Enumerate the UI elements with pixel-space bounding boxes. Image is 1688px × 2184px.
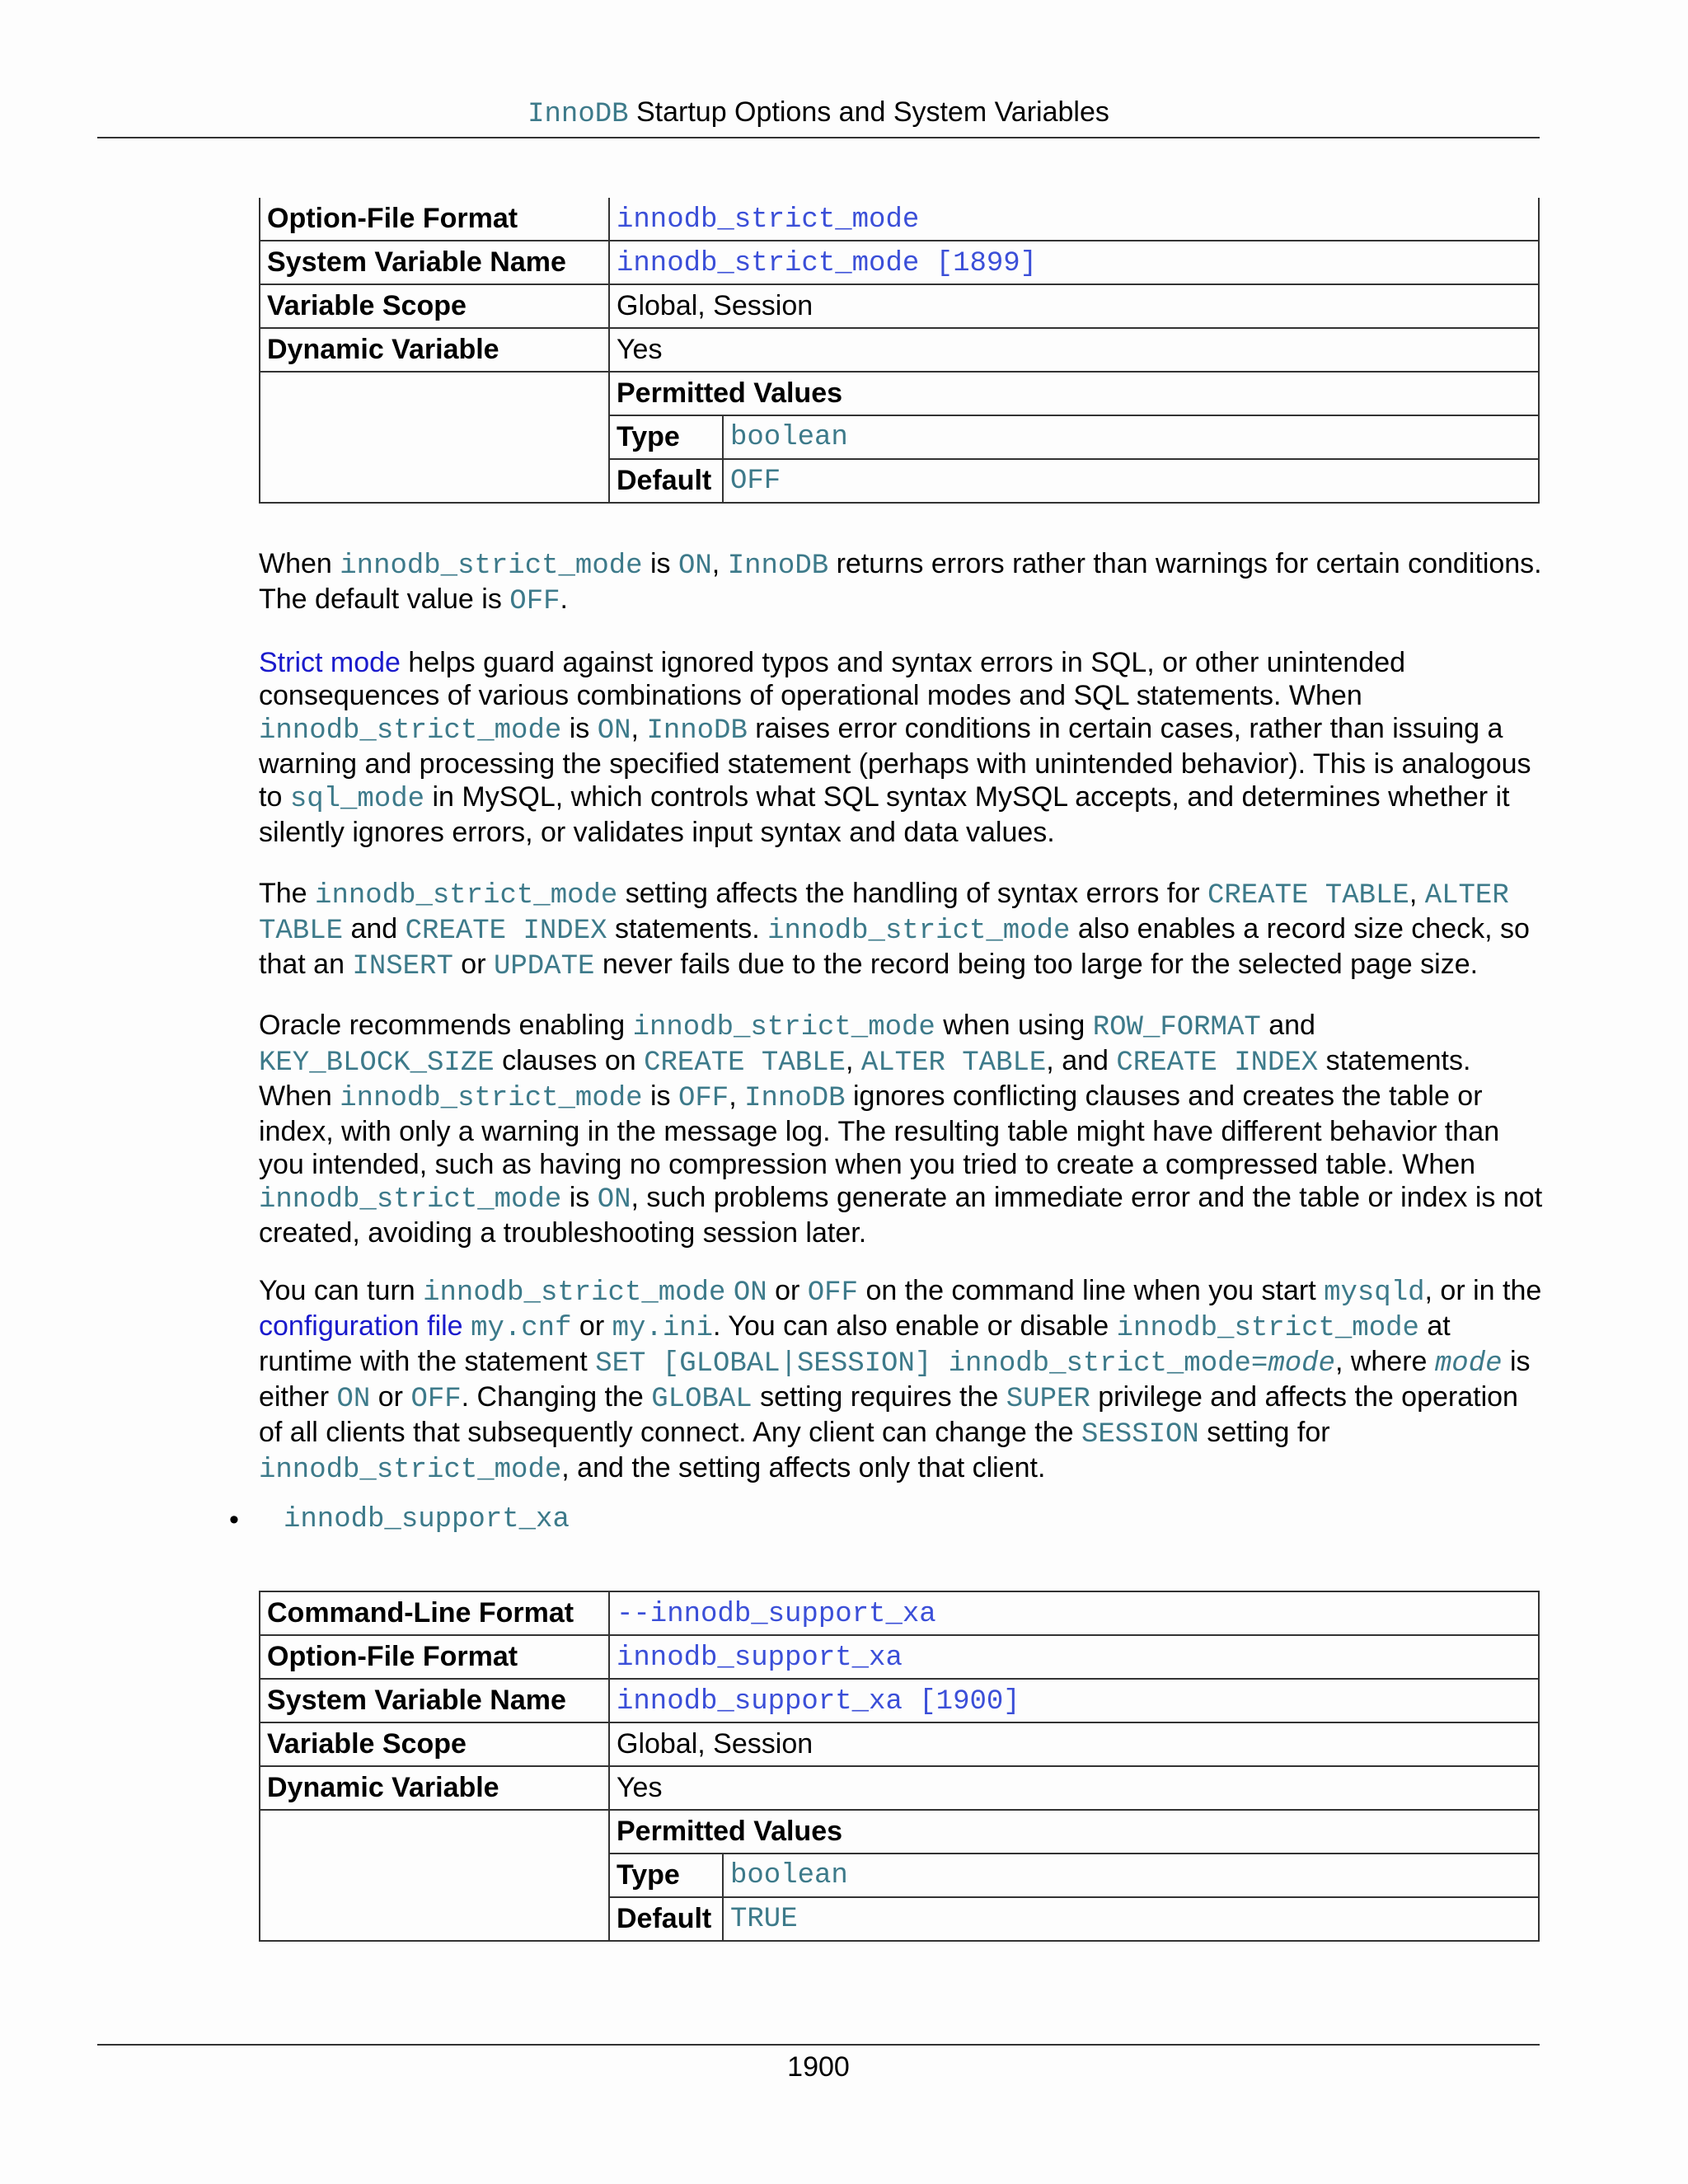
- text: is either: [259, 1346, 1531, 1413]
- table-row: [260, 241, 1539, 284]
- code: innodb_strict_mode: [315, 880, 618, 912]
- code: my.cnf: [471, 1313, 572, 1344]
- text: The: [259, 878, 316, 909]
- code: innodb_strict_mode: [340, 1083, 643, 1114]
- text: ,: [711, 548, 728, 579]
- code: innodb_strict_mode: [340, 551, 643, 582]
- code: SESSION: [1081, 1419, 1199, 1451]
- permitted-values-row: [260, 372, 1539, 503]
- row-label: Option-File Format: [260, 1635, 609, 1679]
- code: mysqld: [1324, 1277, 1425, 1309]
- permitted-values-table: [610, 373, 1538, 502]
- row-label: System Variable Name: [260, 1679, 609, 1722]
- variable-heading-innodb-support-xa: innodb_support_xa: [284, 1504, 570, 1535]
- permitted-values-cell: [609, 1810, 1539, 1941]
- code: SUPER: [1006, 1384, 1090, 1415]
- code: GLOBAL: [651, 1384, 753, 1415]
- bullet-icon: •: [229, 1504, 239, 1535]
- row-label: System Variable Name: [260, 241, 609, 284]
- code: ALTER TABLE: [259, 880, 1509, 947]
- text: and: [1260, 1010, 1315, 1041]
- row-label: Variable Scope: [260, 1722, 609, 1766]
- text: . You can also enable or disable: [713, 1310, 1117, 1342]
- row-label: Variable Scope: [260, 284, 609, 328]
- code: CREATE INDEX: [1116, 1047, 1319, 1079]
- text: , and the setting affects only that client.: [561, 1452, 1046, 1483]
- empty-cell: [260, 372, 609, 503]
- text: ,: [631, 713, 647, 744]
- text: or: [767, 1275, 808, 1306]
- code: OFF: [678, 1083, 729, 1114]
- command-line-link[interactable]: --innodb_support_xa: [617, 1599, 936, 1630]
- code-italic: mode: [1434, 1348, 1503, 1380]
- code: ON: [733, 1277, 767, 1309]
- code: KEY_BLOCK_SIZE: [259, 1047, 495, 1079]
- text: and: [343, 913, 406, 944]
- row-value: [609, 198, 1539, 241]
- text: also enables a record size check, so that an: [259, 913, 1530, 980]
- text: [463, 1310, 471, 1342]
- text: ,: [845, 1045, 861, 1076]
- permitted-values-header: Permitted Values: [617, 1816, 843, 1847]
- strict-mode-link[interactable]: Strict mode: [259, 647, 401, 678]
- code: ON: [678, 551, 712, 582]
- options-table-strict-mode: [259, 198, 1540, 504]
- permitted-values-header: Permitted Values: [617, 377, 843, 409]
- text: or: [571, 1310, 612, 1342]
- code: ON: [597, 1184, 631, 1216]
- table-row: [260, 1679, 1539, 1722]
- code: UPDATE: [493, 951, 595, 982]
- text: . Changing the: [461, 1381, 652, 1413]
- table-row: [260, 198, 1539, 241]
- row-label: Dynamic Variable: [260, 1766, 609, 1810]
- code: InnoDB: [744, 1083, 846, 1114]
- text: is: [642, 548, 678, 579]
- code: sql_mode: [289, 784, 425, 815]
- code: CREATE TABLE: [644, 1047, 846, 1079]
- code: innodb_strict_mode: [259, 1455, 562, 1486]
- text: or: [452, 949, 494, 980]
- text: is: [642, 1080, 678, 1112]
- row-value: [609, 1591, 1539, 1635]
- paragraph-syntax-errors: [259, 877, 1545, 983]
- table-row: [260, 1766, 1539, 1810]
- row-value: Yes: [609, 328, 1539, 372]
- text: , or in the: [1424, 1275, 1542, 1306]
- code: OFF: [410, 1384, 462, 1415]
- row-value: [609, 1679, 1539, 1722]
- row-label: Option-File Format: [260, 198, 609, 241]
- code: innodb_strict_mode: [767, 916, 1071, 947]
- option-file-link[interactable]: innodb_strict_mode: [617, 204, 920, 236]
- table-row: [260, 1635, 1539, 1679]
- table-row: [260, 284, 1539, 328]
- text: , where: [1334, 1346, 1435, 1377]
- code: ON: [597, 715, 631, 747]
- code-italic: mode: [1268, 1348, 1335, 1380]
- text: when using: [935, 1010, 1093, 1041]
- code: InnoDB: [727, 551, 829, 582]
- paragraph-oracle-recommends: [259, 1009, 1545, 1249]
- code: INSERT: [352, 951, 453, 982]
- text: setting for: [1198, 1417, 1330, 1448]
- code: SET [GLOBAL|SESSION] innodb_strict_mode=: [595, 1348, 1268, 1380]
- text: at runtime with the statement: [259, 1310, 1451, 1377]
- default-label: Default: [610, 459, 723, 502]
- row-value: Global, Session: [609, 284, 1539, 328]
- text: never fails due to the record being too large for the selected page size.: [594, 949, 1479, 980]
- code: innodb_strict_mode: [1116, 1313, 1419, 1344]
- page-number: 1900: [787, 2051, 850, 2083]
- options-table-support-xa: [259, 1591, 1540, 1942]
- code: CREATE INDEX: [405, 916, 607, 947]
- text: setting requires the: [752, 1381, 1006, 1413]
- text: in MySQL, which controls what SQL syntax MySQL accepts, and determines whether it silently ignores errors, or validates input syntax and data values.: [259, 781, 1510, 848]
- text: returns errors rather than warnings for certain conditions. The default value is: [259, 548, 1542, 615]
- table-row: [260, 1722, 1539, 1766]
- text: setting affects the handling of syntax errors for: [617, 878, 1207, 909]
- text: .: [560, 583, 568, 615]
- text: ignores conflicting clauses and creates the table or index, with only a warning in the message log. The resulting table might have different behavior than you intended, such as having no compression when you tried to create a compressed table. When: [259, 1080, 1500, 1180]
- text: , such problems generate an immediate error and the table or index is not created, avoiding a troubleshooting session later.: [259, 1182, 1543, 1249]
- running-header: [97, 92, 1540, 134]
- permitted-values-table: [610, 1811, 1538, 1940]
- header-rule: [97, 137, 1540, 138]
- footer-rule: [97, 2044, 1540, 2046]
- text: ,: [729, 1080, 745, 1112]
- text: is: [561, 1182, 598, 1213]
- text: on the command line when you start: [858, 1275, 1325, 1306]
- row-label: Command-Line Format: [260, 1591, 609, 1635]
- text: is: [561, 713, 598, 744]
- table-row: [260, 328, 1539, 372]
- permitted-values-row: [260, 1810, 1539, 1941]
- code: ROW_FORMAT: [1092, 1012, 1261, 1043]
- paragraph-default-value: [259, 547, 1545, 618]
- header-code: InnoDB: [528, 99, 629, 130]
- code: ALTER TABLE: [860, 1047, 1047, 1079]
- text: ,: [1409, 878, 1425, 909]
- text: raises error conditions in certain cases, rather than issuing a warning and processing the specified statement (perhaps with unintended behavior). This is analogous to: [259, 713, 1531, 813]
- system-variable-link[interactable]: innodb_strict_mode [1899]: [617, 248, 1038, 279]
- text: statements.: [607, 913, 768, 944]
- text: or: [370, 1381, 411, 1413]
- default-label: Default: [610, 1897, 723, 1940]
- type-label: Type: [610, 415, 723, 459]
- code: my.ini: [612, 1313, 714, 1344]
- default-value: TRUE: [723, 1897, 1538, 1940]
- code: CREATE TABLE: [1207, 880, 1409, 912]
- configuration-file-link[interactable]: configuration file: [259, 1310, 463, 1342]
- text: [725, 1275, 733, 1306]
- code: innodb_strict_mode: [632, 1012, 935, 1043]
- type-value: boolean: [723, 415, 1538, 459]
- paragraph-strict-mode: [259, 646, 1545, 849]
- code: ON: [336, 1384, 371, 1415]
- code: InnoDB: [646, 715, 748, 747]
- text: When: [259, 548, 340, 579]
- text: clauses on: [494, 1045, 645, 1076]
- text: , and: [1046, 1045, 1117, 1076]
- permitted-values-cell: [609, 372, 1539, 503]
- code: innodb_strict_mode: [423, 1277, 726, 1309]
- code: OFF: [807, 1277, 858, 1309]
- code: OFF: [509, 586, 560, 617]
- option-file-link[interactable]: innodb_support_xa: [617, 1643, 903, 1674]
- default-value: OFF: [723, 459, 1538, 502]
- text: helps guard against ignored typos and syntax errors in SQL, or other unintended consequences of various combinations of operational modes and SQL statements. When: [259, 647, 1406, 711]
- table-row: [260, 1591, 1539, 1635]
- text: Oracle recommends enabling: [259, 1010, 633, 1041]
- empty-cell: [260, 1810, 609, 1941]
- paragraph-turn-on-off: [259, 1274, 1545, 1487]
- row-value: [609, 241, 1539, 284]
- row-value: Yes: [609, 1766, 1539, 1810]
- text: statements. When: [259, 1045, 1471, 1112]
- row-value: Global, Session: [609, 1722, 1539, 1766]
- text: You can turn: [259, 1275, 424, 1306]
- text: privilege and affects the operation of all clients that subsequently connect. Any client can change the: [259, 1381, 1518, 1448]
- row-label: Dynamic Variable: [260, 328, 609, 372]
- code: innodb_strict_mode: [259, 715, 562, 747]
- header-title: Startup Options and System Variables: [635, 96, 1109, 128]
- type-label: Type: [610, 1854, 723, 1897]
- code: innodb_strict_mode: [259, 1184, 562, 1216]
- type-value: boolean: [723, 1854, 1538, 1897]
- system-variable-link[interactable]: innodb_support_xa [1900]: [617, 1686, 1020, 1718]
- row-value: [609, 1635, 1539, 1679]
